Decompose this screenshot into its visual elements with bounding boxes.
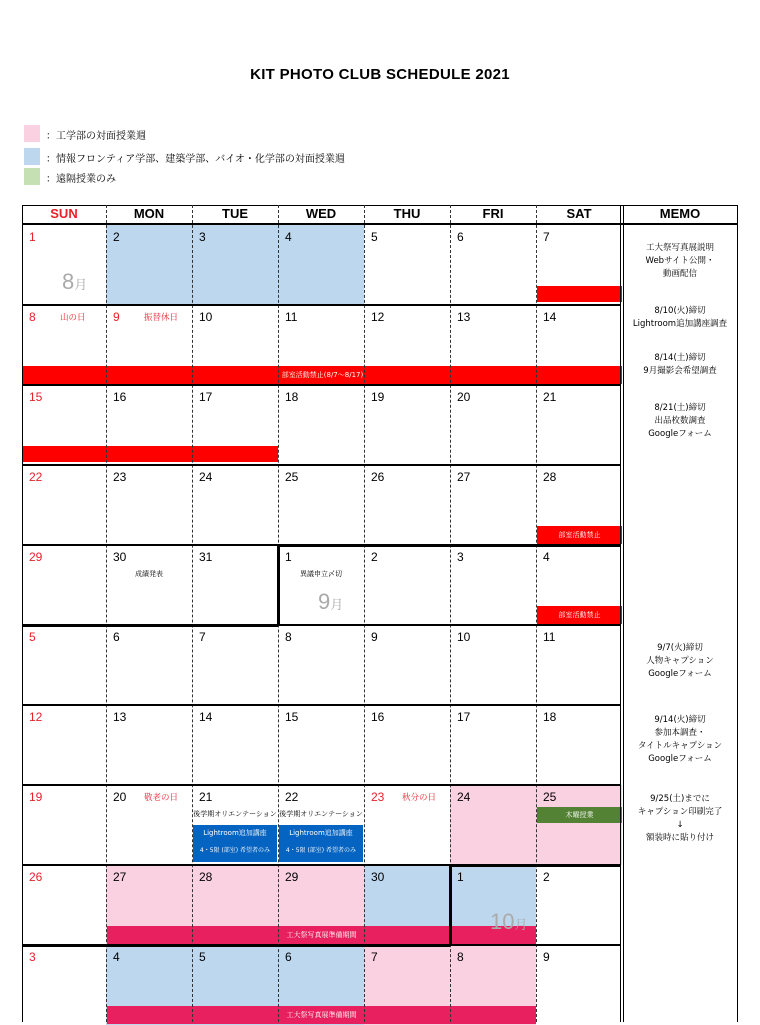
grid-line <box>22 464 621 466</box>
memo-line: Googleフォーム <box>648 669 712 679</box>
day-number: 20 <box>457 390 471 404</box>
day-number: 29 <box>285 870 299 884</box>
grid-line <box>278 544 621 547</box>
event-bar: 木曜授業 <box>537 807 622 823</box>
calendar-grid <box>22 205 738 1022</box>
legend-label: ：情報フロンティア学部、建築学部、バイオ・化学部の対面授業週 <box>46 154 345 165</box>
memo-line: 9/7(火)締切 <box>657 643 703 653</box>
day-number: 23 <box>371 790 385 804</box>
grid-line <box>449 865 452 945</box>
month-unit: 月 <box>330 597 344 612</box>
day-number: 8 <box>285 630 292 644</box>
day-number: 2 <box>543 870 550 884</box>
holiday-label: 振替休日 <box>144 313 179 323</box>
header-thu: THU <box>393 206 421 221</box>
legend-item <box>24 168 364 185</box>
day-number: 17 <box>199 390 213 404</box>
grid-line <box>22 384 621 386</box>
memo-line: Googleフォーム <box>648 429 712 439</box>
event-bar <box>23 446 278 462</box>
day-number: 17 <box>457 710 471 724</box>
day-number: 3 <box>29 950 36 964</box>
day-number: 27 <box>457 470 471 484</box>
day-number: 24 <box>199 470 213 484</box>
memo-line: 9/25(土)までに <box>650 794 710 804</box>
day-number: 20 <box>113 790 127 804</box>
legend-swatch <box>24 168 40 185</box>
event-bar: 部室活動禁止 <box>537 606 622 624</box>
header-memo: MEMO <box>659 206 701 221</box>
day-number: 1 <box>457 870 464 884</box>
lightroom-box <box>279 825 363 862</box>
legend-item <box>24 148 364 165</box>
header-tue: TUE <box>222 206 248 221</box>
day-number: 7 <box>543 230 550 244</box>
day-number: 6 <box>285 950 292 964</box>
memo-line: ↓ <box>676 820 684 830</box>
header-wed: WED <box>305 206 337 221</box>
month-unit: 月 <box>514 917 528 932</box>
day-number: 4 <box>543 550 550 564</box>
day-number: 27 <box>113 870 127 884</box>
lightroom-box <box>193 825 277 862</box>
day-number: 14 <box>199 710 213 724</box>
grid-dash <box>536 205 537 1022</box>
day-number: 9 <box>371 630 378 644</box>
day-number: 6 <box>113 630 120 644</box>
memo-line: 人物キャプション <box>646 656 714 666</box>
day-number: 1 <box>29 230 36 244</box>
memo-block <box>622 305 738 331</box>
day-number: 2 <box>371 550 378 564</box>
grid-line <box>22 223 738 225</box>
event-bar: 部室活動禁止 <box>537 526 622 544</box>
grid-line <box>22 624 278 627</box>
day-number: 5 <box>371 230 378 244</box>
day-number: 16 <box>371 710 385 724</box>
day-number: 30 <box>371 870 385 884</box>
day-number: 15 <box>29 390 43 404</box>
memo-block <box>622 714 738 766</box>
month-number: 8 <box>62 269 75 294</box>
day-number: 29 <box>29 550 43 564</box>
day-number: 22 <box>285 790 299 804</box>
day-number: 28 <box>199 870 213 884</box>
day-number: 21 <box>543 390 557 404</box>
memo-block <box>622 793 738 845</box>
legend-item <box>24 125 364 142</box>
day-number: 11 <box>285 310 298 324</box>
month-label <box>62 269 87 295</box>
memo-line: 8/10(火)締切 <box>654 306 706 316</box>
header-sun: SUN <box>50 206 78 221</box>
grid-dash <box>106 205 107 1022</box>
day-number: 7 <box>199 630 206 644</box>
memo-line: Webサイト公開・ <box>645 256 715 266</box>
memo-block <box>622 642 738 681</box>
header-mon: MON <box>133 206 165 221</box>
memo-line: 出品枚数調査 <box>654 416 706 426</box>
event-bar <box>537 286 622 302</box>
legend-swatch <box>24 148 40 165</box>
day-number: 10 <box>199 310 213 324</box>
grid-line <box>22 205 738 206</box>
day-number: 25 <box>285 470 299 484</box>
day-number: 5 <box>199 950 206 964</box>
day-number: 6 <box>457 230 464 244</box>
month-number: 10 <box>490 909 515 934</box>
lightroom-detail: 4・5限 (部室) 希望者のみ <box>199 847 271 854</box>
day-number: 2 <box>113 230 120 244</box>
event-bar: 部室活動禁止(8/7〜8/17) <box>23 366 622 384</box>
day-number: 22 <box>29 470 43 484</box>
memo-block <box>622 242 738 281</box>
memo-line: タイトルキャプション <box>637 741 723 751</box>
day-number: 8 <box>457 950 464 964</box>
memo-line: 8/14(土)締切 <box>654 353 706 363</box>
cell-note: 成績発表 <box>135 570 163 578</box>
day-number: 18 <box>543 710 557 724</box>
memo-line: Googleフォーム <box>648 754 712 764</box>
grid-line <box>450 864 621 867</box>
day-number: 12 <box>29 710 43 724</box>
day-number: 11 <box>543 630 556 644</box>
day-number: 19 <box>29 790 43 804</box>
lightroom-title: Lightroom追加講座 <box>289 829 353 837</box>
holiday-label: 敬老の日 <box>144 793 179 803</box>
legend-label: ：遠隔授業のみ <box>46 174 116 185</box>
day-number: 7 <box>371 950 378 964</box>
memo-block <box>622 402 738 441</box>
legend-label: ：工学部の対面授業週 <box>46 131 146 142</box>
memo-line: キャプション印刷完了 <box>637 807 723 817</box>
grid-line <box>22 784 621 786</box>
day-number: 8 <box>29 310 36 324</box>
day-number: 26 <box>371 470 385 484</box>
memo-line: 8/21(土)締切 <box>654 403 706 413</box>
month-unit: 月 <box>74 277 88 292</box>
day-number: 18 <box>285 390 299 404</box>
header-fri: FRI <box>482 206 504 221</box>
day-number: 24 <box>457 790 471 804</box>
memo-block <box>622 352 738 378</box>
memo-line: 工大祭写真展説明 <box>645 243 714 253</box>
memo-line: 参加本調査・ <box>654 728 706 738</box>
day-number: 15 <box>285 710 299 724</box>
memo-line: 9月撮影会希望調査 <box>643 366 717 376</box>
grid-line <box>277 545 280 625</box>
grid-dash <box>192 205 193 1022</box>
day-number: 12 <box>371 310 385 324</box>
day-number: 16 <box>113 390 127 404</box>
cell-note: 後学期オリエンテーション <box>279 810 363 818</box>
day-number: 4 <box>113 950 120 964</box>
grid-line <box>22 205 23 1022</box>
day-number: 1 <box>285 550 292 564</box>
event-bar: 工大祭写真展準備期間 <box>107 1006 536 1024</box>
memo-line: 9/14(火)締切 <box>654 715 706 725</box>
grid-line <box>620 205 621 1022</box>
day-number: 3 <box>199 230 206 244</box>
day-number: 3 <box>457 550 464 564</box>
day-number: 19 <box>371 390 385 404</box>
day-number: 23 <box>113 470 127 484</box>
lightroom-detail: 4・5限 (部室) 希望者のみ <box>285 847 357 854</box>
lightroom-title: Lightroom追加講座 <box>203 829 267 837</box>
day-number: 25 <box>543 790 557 804</box>
day-number: 13 <box>457 310 471 324</box>
day-number: 4 <box>285 230 292 244</box>
day-number: 9 <box>543 950 550 964</box>
day-number: 31 <box>199 550 213 564</box>
day-number: 26 <box>29 870 43 884</box>
cell-note: 異議申立〆切 <box>300 570 342 578</box>
day-number: 10 <box>457 630 471 644</box>
day-number: 13 <box>113 710 127 724</box>
cell-note: 後学期オリエンテーション <box>193 810 277 818</box>
page-title: KIT PHOTO CLUB SCHEDULE 2021 <box>250 66 510 83</box>
holiday-label: 山の日 <box>60 313 86 323</box>
month-number: 9 <box>318 589 331 614</box>
grid-dash <box>364 205 365 1022</box>
grid-line <box>22 704 621 706</box>
day-number: 14 <box>543 310 557 324</box>
day-number: 28 <box>543 470 557 484</box>
day-number: 21 <box>199 790 213 804</box>
day-number: 5 <box>29 630 36 644</box>
holiday-label: 秋分の日 <box>402 793 437 803</box>
month-label <box>490 909 528 935</box>
event-bar: 工大祭写真展準備期間 <box>107 926 536 944</box>
memo-line: Lightroom追加講座調査 <box>632 319 728 329</box>
legend-swatch <box>24 125 40 142</box>
grid-line <box>22 304 621 306</box>
month-label <box>318 589 343 615</box>
memo-line: 額装時に貼り付け <box>645 833 714 843</box>
day-number: 30 <box>113 550 127 564</box>
grid-line <box>22 944 450 947</box>
memo-line: 動画配信 <box>662 269 697 279</box>
day-number: 9 <box>113 310 120 324</box>
header-sat: SAT <box>566 206 592 221</box>
